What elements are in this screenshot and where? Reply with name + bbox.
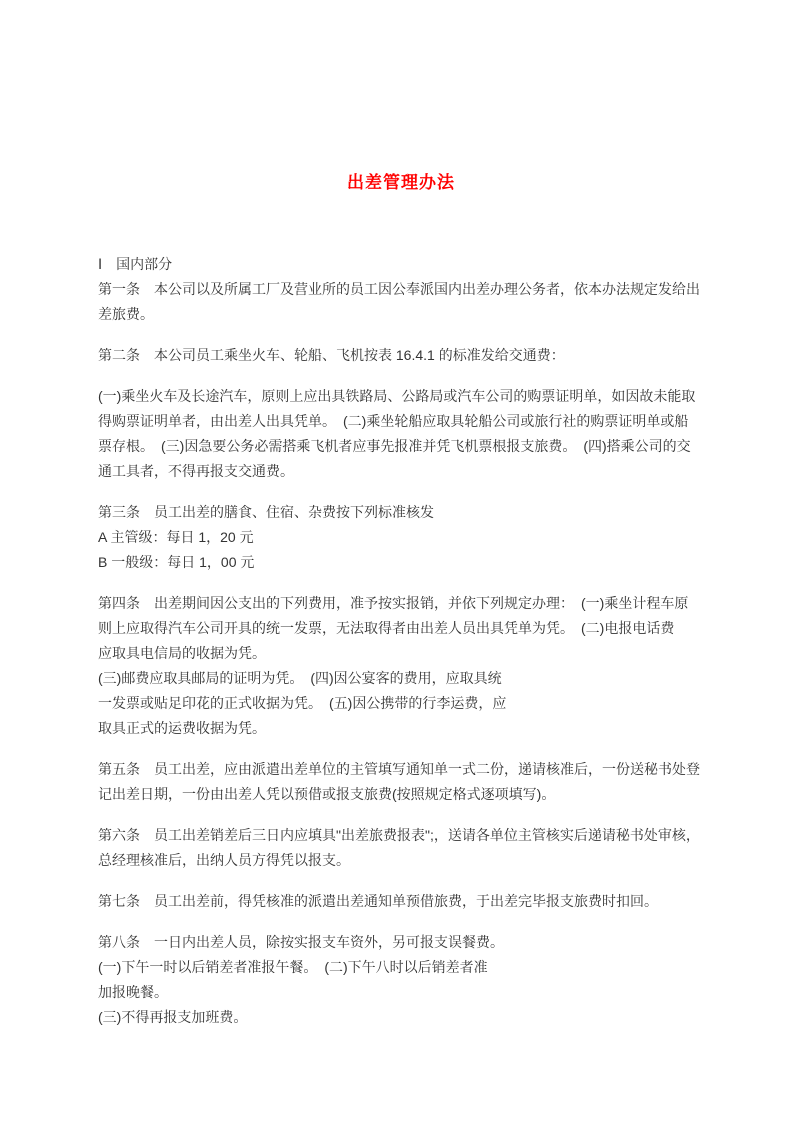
- text-line: 第三条 员工出差的膳食、住宿、杂费按下列标准核发: [98, 504, 434, 520]
- text-line: 则上应取得汽车公司开具的统一发票，无法取得者由出差人员出具凭单为凭。 (二)电报电话费: [98, 620, 675, 636]
- text-line: 第七条 员工出差前，得凭核准的派遣出差通知单预借旅费，于出差完毕报支旅费时扣回。: [98, 893, 658, 909]
- text-line: Ⅰ 国内部分: [98, 256, 173, 272]
- text-line: (一)乘坐火车及长途汽车，原则上应出具铁路局、公路局或汽车公司的购票证明单，如因故未能取: [98, 388, 696, 404]
- paragraph: [98, 930, 704, 1030]
- text-line: 应取具电信局的收据为凭。: [98, 645, 266, 661]
- text-line: (三)邮费应取具邮局的证明为凭。 (四)因公宴客的费用，应取具统: [98, 670, 502, 686]
- paragraph: [98, 343, 704, 368]
- document-body: [98, 252, 704, 1030]
- text-line: (一)下午一时以后销差者准报午餐。 (二)下午八时以后销差者准: [98, 959, 488, 975]
- text-line: 取具正式的运费收据为凭。: [98, 720, 266, 736]
- text-line: 记出差日期，一份由出差人凭以预借或报支旅费(按照规定格式逐项填写)。: [98, 786, 556, 802]
- text-line: B 一般级：每日 1，00 元: [98, 554, 255, 570]
- paragraph: [98, 889, 704, 914]
- text-line: 第八条 一日内出差人员，除按实报支车资外，另可报支误餐费。: [98, 934, 504, 950]
- paragraph: [98, 757, 704, 807]
- text-line: 加报晚餐。: [98, 984, 168, 1000]
- text-line: 第一条 本公司以及所属工厂及营业所的员工因公奉派国内出差办理公务者，依本办法规定发给出: [98, 281, 700, 297]
- text-line: 一发票或贴足印花的正式收据为凭。 (五)因公携带的行李运费，应: [98, 695, 507, 711]
- document-title: 出差管理办法: [347, 173, 455, 192]
- paragraph: [98, 384, 704, 484]
- text-line: 第五条 员工出差，应由派遣出差单位的主管填写通知单一式二份，递请核准后，一份送秘书处登: [98, 761, 700, 777]
- text-line: 通工具者，不得再报支交通费。: [98, 463, 294, 479]
- paragraph: [98, 500, 704, 575]
- text-line: 第六条 员工出差销差后三日内应填具"出差旅费报表";，送请各单位主管核实后递请秘书处审核，: [98, 827, 700, 843]
- text-line: (三)不得再报支加班费。: [98, 1009, 248, 1025]
- text-line: A 主管级：每日 1，20 元: [98, 529, 254, 545]
- text-line: 第二条 本公司员工乘坐火车、轮船、飞机按表 16.4.1 的标准发给交通费：: [98, 347, 565, 363]
- text-line: 第四条 出差期间因公支出的下列费用，准予按实报销，并依下列规定办理： (一)乘坐计程车原: [98, 595, 689, 611]
- text-line: 票存根。 (三)因急要公务必需搭乘飞机者应事先报准并凭飞机票根报支旅费。 (四)搭乘公司的交: [98, 438, 691, 454]
- text-line: 总经理核准后，出纳人员方得凭以报支。: [98, 852, 350, 868]
- text-line: 得购票证明单者，由出差人出具凭单。 (二)乘坐轮船应取具轮船公司或旅行社的购票证明单或船: [98, 413, 689, 429]
- text-line: 差旅费。: [98, 306, 154, 322]
- paragraph: [98, 591, 704, 741]
- paragraph: [98, 252, 704, 327]
- paragraph: [98, 823, 704, 873]
